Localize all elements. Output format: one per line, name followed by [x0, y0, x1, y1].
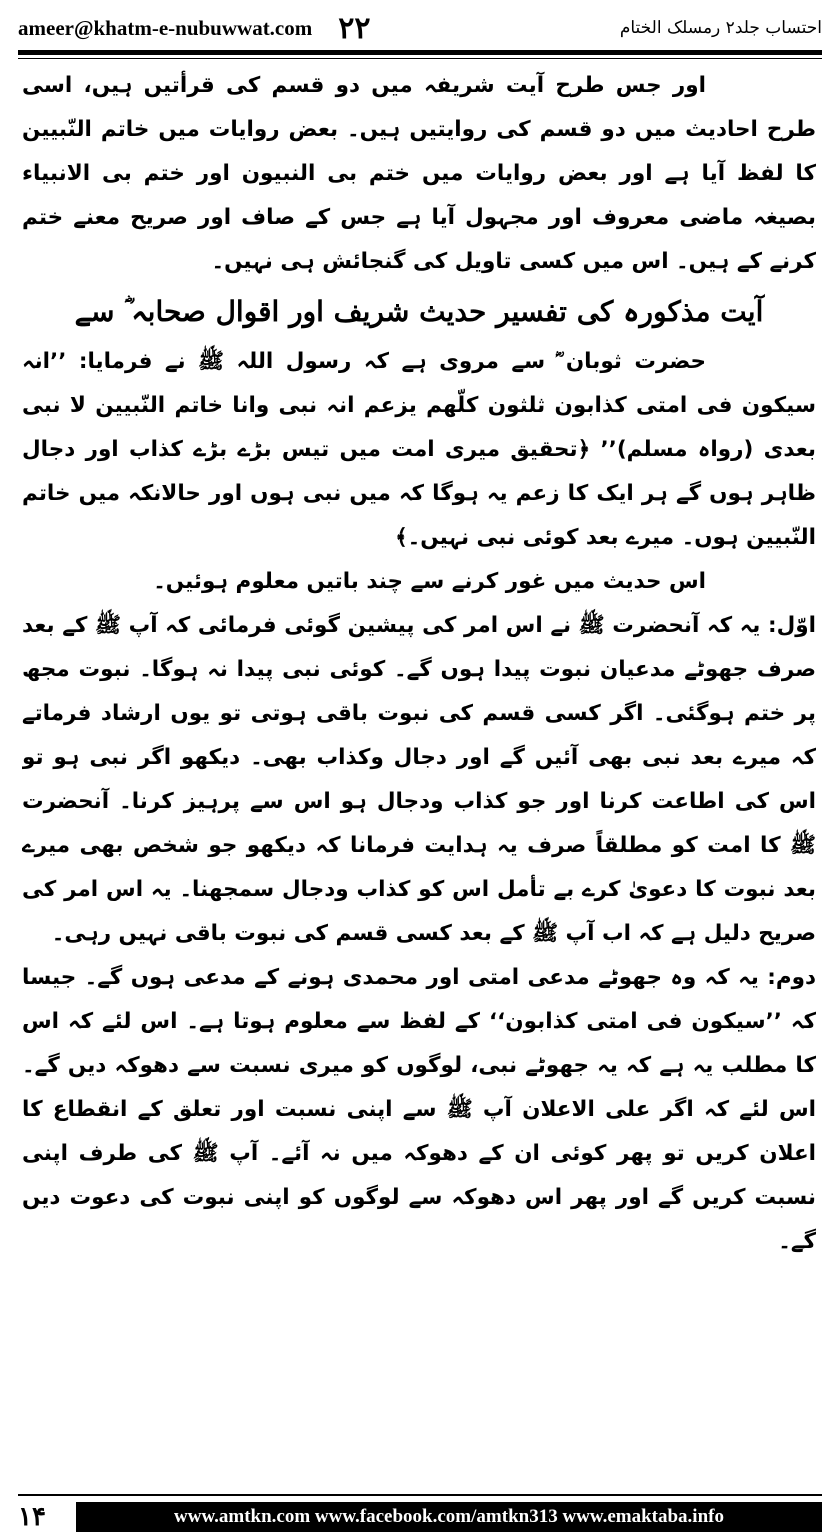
hadith-intro: حضرت ثوبان ؓ سے مروی ہے کہ رسول اللہ ﷺ نے فرمایا: ’’ — [50, 349, 706, 374]
point-two-arabic: سیکون فی امتی کذابون — [505, 1009, 766, 1034]
point-two-text-a: دوم: یہ کہ وہ جھوٹے مدعی امتی اور محمدی ہونے کے مدعی ہوں گے۔ جیسا کہ ’’ — [22, 965, 816, 1034]
header-rule-thick — [18, 50, 822, 55]
header-book-title: احتساب جلد۲ رمسلک الختام — [619, 18, 822, 38]
footer-links: www.amtkn.com www.facebook.com/amtkn313 www.emaktaba.info — [174, 1506, 724, 1527]
point-two-text-b: ‘‘ کے لفظ سے معلوم ہوتا ہے۔ اس لئے کہ اس کا مطلب یہ ہے کہ یہ جھوٹے نبی، لوگوں کو میری نسبت سے دھوکہ دیں گے۔ اس لئے کہ اگر علی الاعلان آپ ﷺ سے اپنی نسبت اور تعلق کے انقطاع کا اعلان کریں تو پھر کوئی ان کے دھوکہ میں نہ آئے۔ آپ ﷺ کی طرف اپنی نسبت کریں گے اور پھر اس دھوکہ سے لوگوں کو اپنی نبوت کی دعوت دیں گے۔ — [22, 1009, 816, 1254]
hadith-arabic-text: انہ سیکون فی امتی کذابون ثلثون کلّھم یزعم انہ نبی وانا خاتم النّبیین لا نبی بعدی (رواہ مسلم) — [22, 349, 816, 462]
section-heading: آیت مذکورہ کی تفسیر حدیث شریف اور اقوال صحابہ ؓ سے — [74, 295, 764, 328]
header-left — [18, 11, 370, 46]
page-header — [18, 10, 822, 46]
header-rule-thin — [18, 58, 822, 59]
paragraph-5-second-point — [22, 956, 816, 1264]
paragraph-1: اور جس طرح آیت شریفہ میں دو قسم کی قرأتیں ہیں، اسی طرح احادیث میں دو قسم کی روایتیں ہیں۔ بعض روایات میں خاتم النّبیین کا لفظ آیا ہے اور بعض روایات میں ختم بی النبیون اور ختم بی الانبیاء بصیغہ ماضی معروف اور مجہول آیا ہے جس کے صاف اور صریح معنے ختم کرنے کے ہیں۔ اس میں کسی تاویل کی گنجائش ہی نہیں۔ — [22, 73, 816, 274]
footer-links-bar — [76, 1502, 822, 1532]
header-page-number: ۲۲ — [338, 10, 371, 46]
footer-page-number: ۱۴ — [18, 1502, 46, 1532]
paragraph-3: اس حدیث میں غور کرنے سے چند باتیں معلوم ہوئیں۔ — [153, 569, 706, 594]
page-footer — [18, 1500, 822, 1534]
page-body — [22, 64, 816, 1474]
paragraph-4-first-point: اوّل: یہ کہ آنحضرت ﷺ نے اس امر کی پیشین گوئی فرمائی کہ آپ ﷺ کے بعد صرف جھوٹے مدعیان نبوت پیدا ہوں گے۔ کوئی نبی پیدا نہ ہوگا۔ نبوت مجھ پر ختم ہوگئی۔ اگر کسی قسم کی نبوت باقی ہوتی تو یوں ارشاد فرماتے کہ میرے بعد نبی بھی آئیں گے اور دجال وکذاب بھی۔ دیکھو اگر نبی ہو تو اس کی اطاعت کرنا اور جو کذاب ودجال ہو اس سے پرہیز کرنا۔ آنحضرت ﷺ کا امت کو مطلقاً صرف یہ ہدایت فرمانا کہ دیکھو جو شخص بھی میرے بعد نبوت کا دعویٰ کرے بے تأمل اس کو کذاب ودجال سمجھنا۔ یہ اس امر کی صریح دلیل ہے کہ اب آپ ﷺ کے بعد کسی قسم کی نبوت باقی نہیں رہی۔ — [22, 613, 816, 946]
header-email: ameer@khatm-e-nubuwwat.com — [18, 15, 313, 40]
footer-rule — [18, 1494, 822, 1496]
hadith-translation: ’’ ﴿تحقیق میری امت میں تیس بڑے بڑے کذاب اور دجال ظاہر ہوں گے ہر ایک کا زعم یہ ہوگا کہ میں نبی ہوں اور حالانکہ میں خاتم النّبیین ہوں۔ میرے بعد کوئی نبی نہیں۔﴾ — [22, 437, 816, 550]
paragraph-2 — [22, 340, 816, 560]
